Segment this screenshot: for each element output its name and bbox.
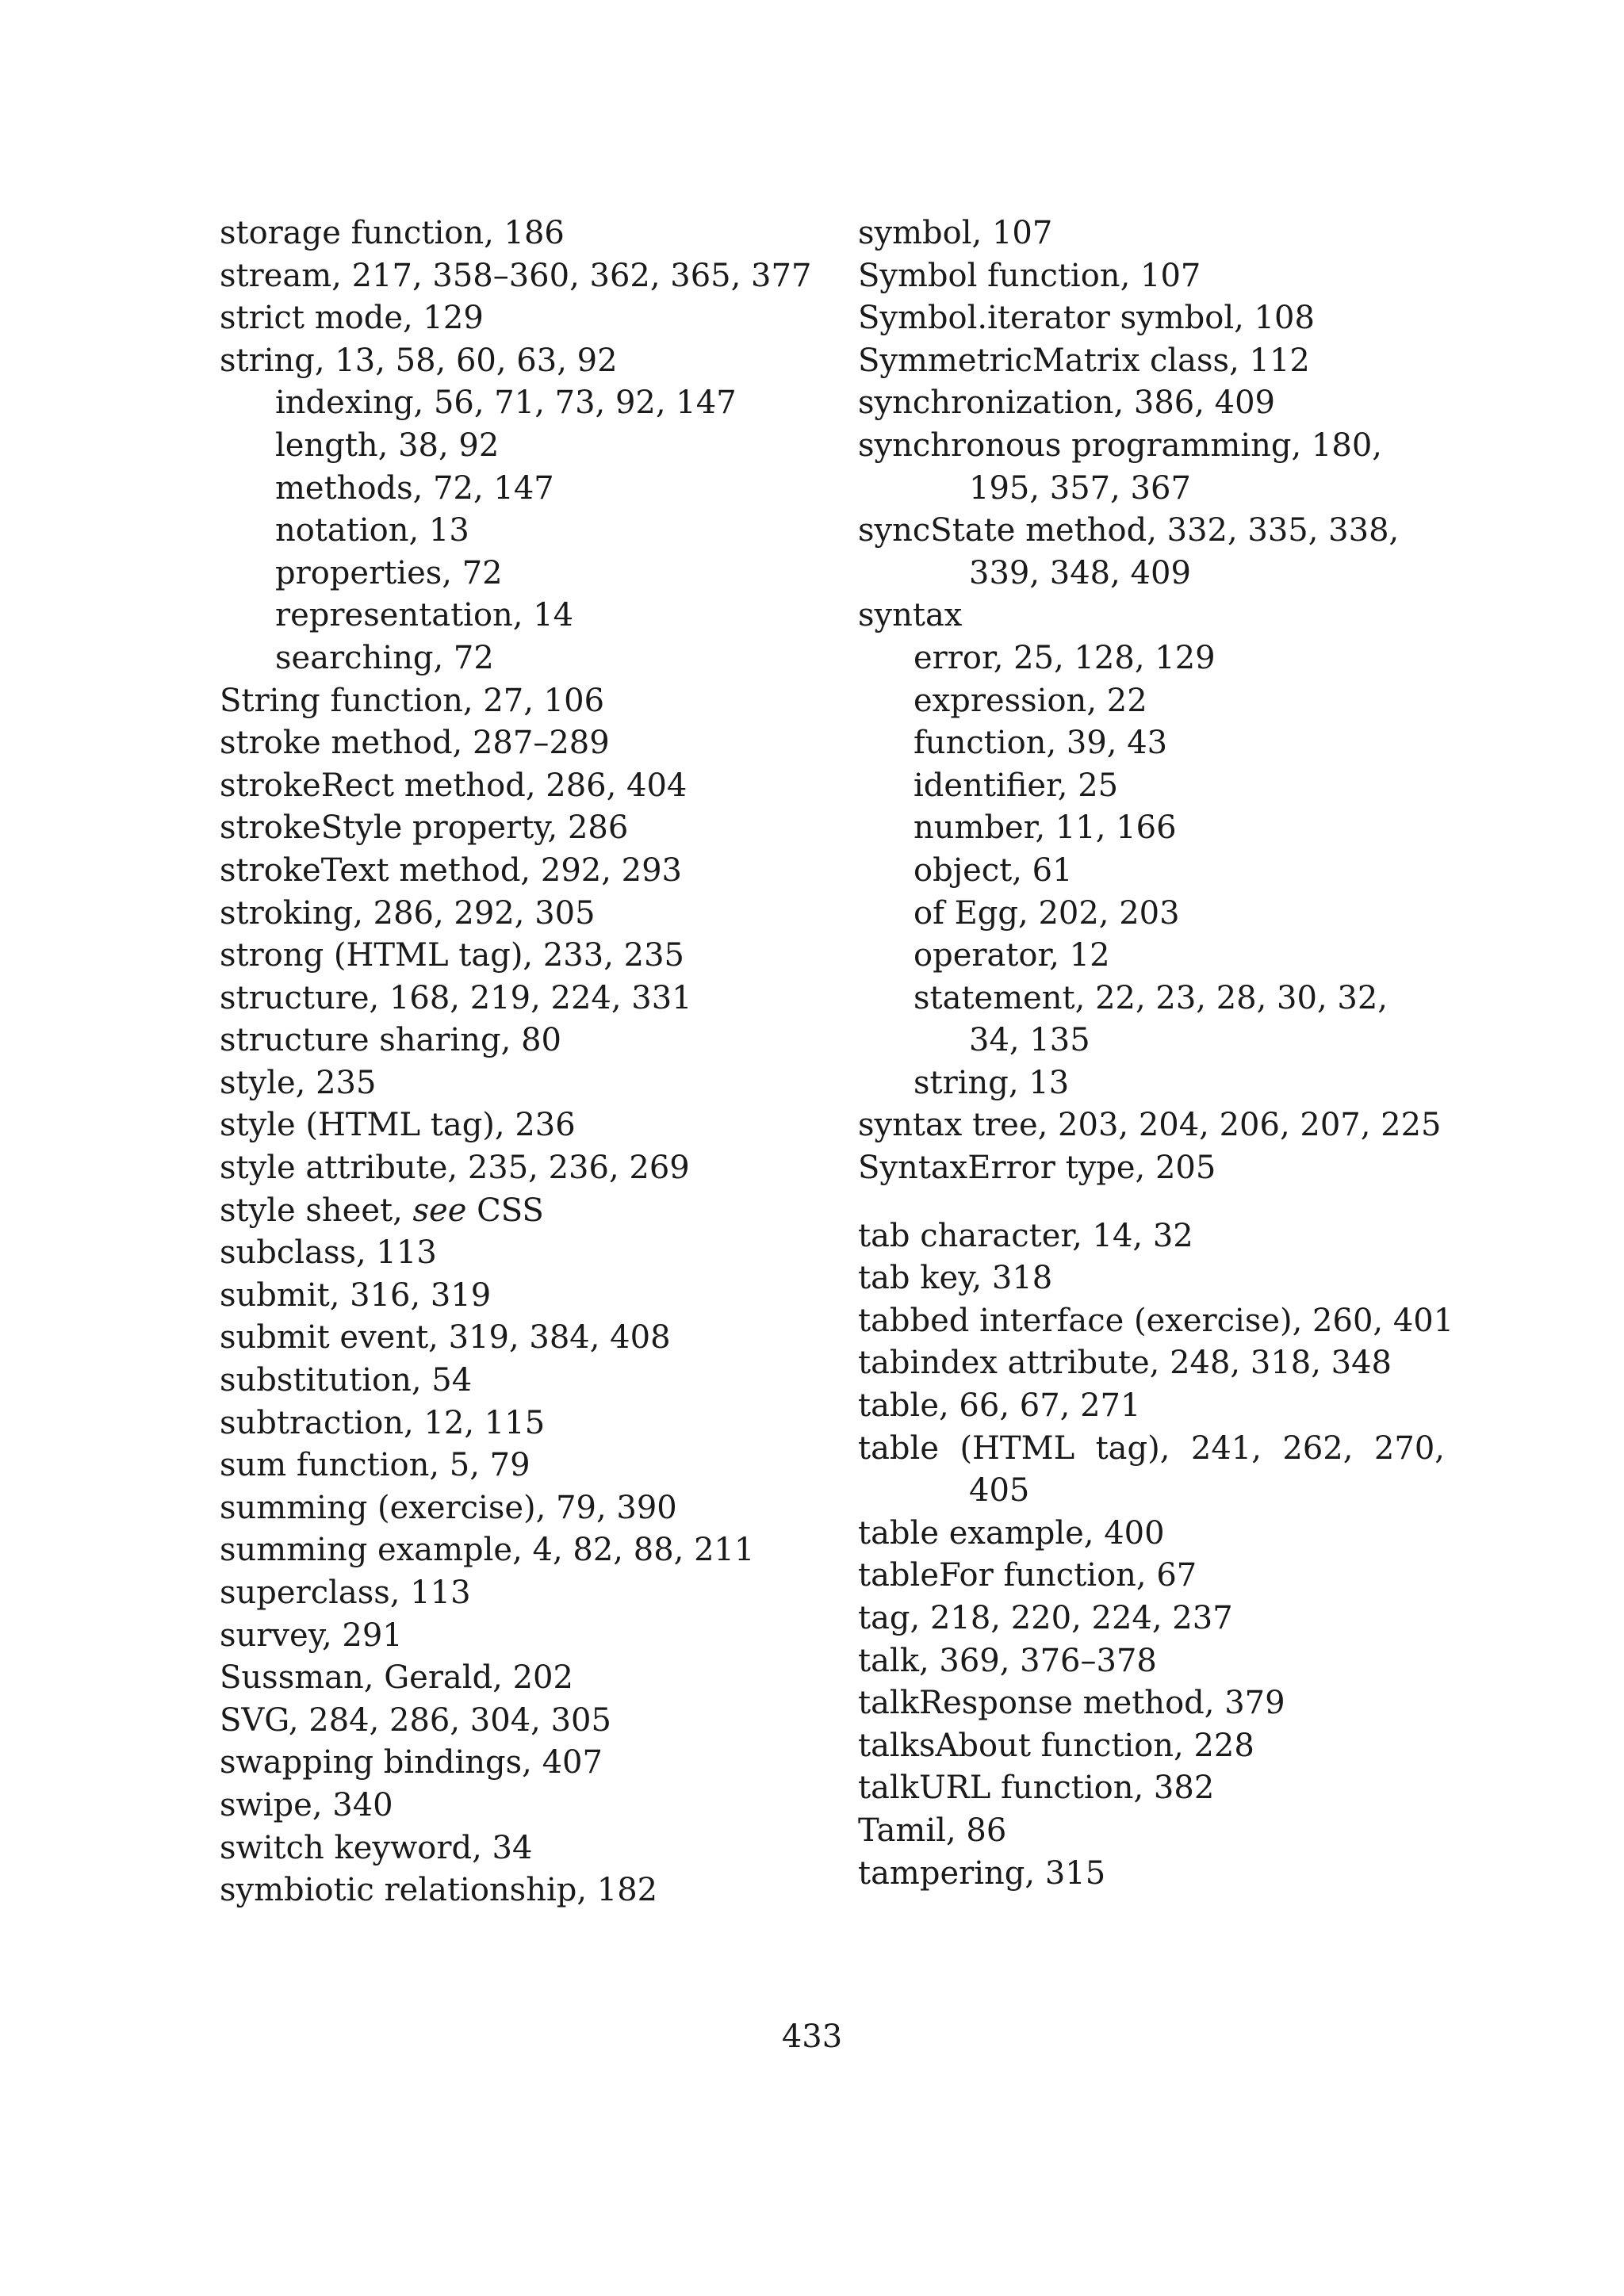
index-subentry: expression, 22 [914, 682, 1147, 719]
index-entry: Tamil, 86 [858, 1812, 1007, 1849]
index-entry: submit event, 319, 384, 408 [220, 1319, 671, 1357]
see-reference-target: CSS [466, 1192, 544, 1229]
index-entry: Sussman, Gerald, 202 [220, 1659, 573, 1697]
index-entry: talk, 369, 376–378 [858, 1642, 1157, 1679]
page-number: 433 [781, 2019, 843, 2055]
index-entry: swapping bindings, 407 [220, 1744, 603, 1781]
index-subentry: indexing, 56, 71, 73, 92, 147 [275, 385, 737, 422]
index-entry: swipe, 340 [220, 1786, 393, 1823]
index-subentry: function, 39, 43 [914, 725, 1168, 762]
index-subentry: identifier, 25 [914, 767, 1119, 804]
index-entry: strong (HTML tag), 233, 235 [220, 937, 684, 974]
index-entry: strict mode, 129 [220, 300, 484, 337]
index-subentry: of Egg, 202, 203 [914, 894, 1180, 932]
index-entry: style, 235 [220, 1064, 377, 1101]
index-entry: symbol, 107 [858, 215, 1053, 251]
index-entry: tampering, 315 [858, 1854, 1106, 1892]
index-entry: table, 66, 67, 271 [858, 1387, 1141, 1425]
index-entry: structure, 168, 219, 224, 331 [220, 979, 692, 1016]
index-entry: superclass, 113 [220, 1575, 471, 1611]
index-entry: syncState method, 332, 335, 338, 339, 348, 409 [858, 512, 1400, 591]
index-entry: subclass, 113 [220, 1234, 437, 1272]
index-subentry: error, 25, 128, 129 [914, 639, 1216, 676]
see-reference-word: see [412, 1192, 467, 1229]
index-entry: style attribute, 235, 236, 269 [220, 1150, 690, 1187]
index-entry: summing (exercise), 79, 390 [220, 1489, 677, 1526]
index-entry: talkResponse method, 379 [858, 1685, 1285, 1722]
index-subentry: representation, 14 [275, 597, 574, 634]
index-entry: stroke method, 287–289 [220, 725, 610, 762]
index-entry: storage function, 186 [220, 215, 565, 251]
index-entry: talkURL function, 382 [858, 1770, 1215, 1807]
index-entry: substitution, 54 [220, 1362, 473, 1399]
index-entry: String function, 27, 106 [220, 682, 605, 719]
index-entry: tag, 218, 220, 224, 237 [858, 1600, 1233, 1636]
index-entry: tabbed interface (exercise), 260, 401 [858, 1302, 1454, 1339]
index-entry: symbiotic relationship, 182 [220, 1872, 658, 1909]
index-entry: talksAbout function, 228 [858, 1727, 1254, 1764]
index-entry: style (HTML tag), 236 [220, 1107, 576, 1144]
index-subentry: notation, 13 [275, 512, 469, 549]
index-entry: strokeStyle property, 286 [220, 809, 629, 847]
index-entry: switch keyword, 34 [220, 1829, 533, 1866]
index-entry: submit, 316, 319 [220, 1276, 492, 1314]
index-entry: strokeText method, 292, 293 [220, 851, 682, 889]
index-entry: table example, 400 [858, 1514, 1165, 1552]
index-entry: string, 13, 58, 60, 63, 92 [220, 342, 618, 379]
index-subentry: string, 13 [914, 1064, 1070, 1101]
index-subentry: object, 61 [914, 851, 1073, 889]
index-entry: tab key, 318 [858, 1260, 1053, 1297]
index-entry: synchronous programming, 180, 195, 357, 367 [858, 427, 1382, 507]
index-entry: tab character, 14, 32 [858, 1217, 1193, 1254]
index-entry: Symbol.iterator symbol, 108 [858, 300, 1315, 337]
index-entry: Symbol function, 107 [858, 257, 1201, 294]
index-entry: stroking, 286, 292, 305 [220, 894, 596, 932]
index-entry: summing example, 4, 82, 88, 211 [220, 1532, 755, 1569]
letter-group-gap [858, 1190, 1445, 1215]
index-entry: syntax tree, 203, 204, 206, 207, 225 [858, 1107, 1442, 1144]
index-subentry: methods, 72, 147 [275, 469, 554, 507]
index-entry: subtraction, 12, 115 [220, 1404, 546, 1441]
index-entry: stream, 217, 358–360, 362, 365, 377 [220, 257, 812, 294]
index-entry: tableFor function, 67 [858, 1557, 1197, 1594]
index-entry: table (HTML tag), 241, 262, 270, 405 [858, 1429, 1445, 1510]
index-subentry: statement, 22, 23, 28, 30, 32, 34, 135 [914, 979, 1388, 1059]
index-subentry: number, 11, 166 [914, 809, 1177, 847]
index-entry: strokeRect method, 286, 404 [220, 767, 688, 804]
index-entry [220, 1190, 806, 1233]
index-column-left [220, 212, 812, 1912]
index-subentry: properties, 72 [275, 554, 503, 591]
index-entry: SymmetricMatrix class, 112 [858, 342, 1310, 379]
index-entry: tabindex attribute, 248, 318, 348 [858, 1345, 1392, 1382]
index-entry: structure sharing, 80 [220, 1022, 561, 1059]
index-subentry: operator, 12 [914, 937, 1110, 974]
index-entry: SVG, 284, 286, 304, 305 [220, 1701, 611, 1739]
index-entry: syntax [858, 597, 963, 634]
index-entry: SyntaxError type, 205 [858, 1150, 1216, 1187]
index-entry: survey, 291 [220, 1617, 403, 1654]
index-column-right [858, 212, 1454, 1895]
index-entry-term: style sheet, [220, 1192, 413, 1229]
index-subentry: searching, 72 [275, 639, 494, 676]
index-entry: sum function, 5, 79 [220, 1447, 530, 1484]
index-entry: synchronization, 386, 409 [858, 385, 1275, 422]
index-subentry: length, 38, 92 [275, 427, 500, 464]
